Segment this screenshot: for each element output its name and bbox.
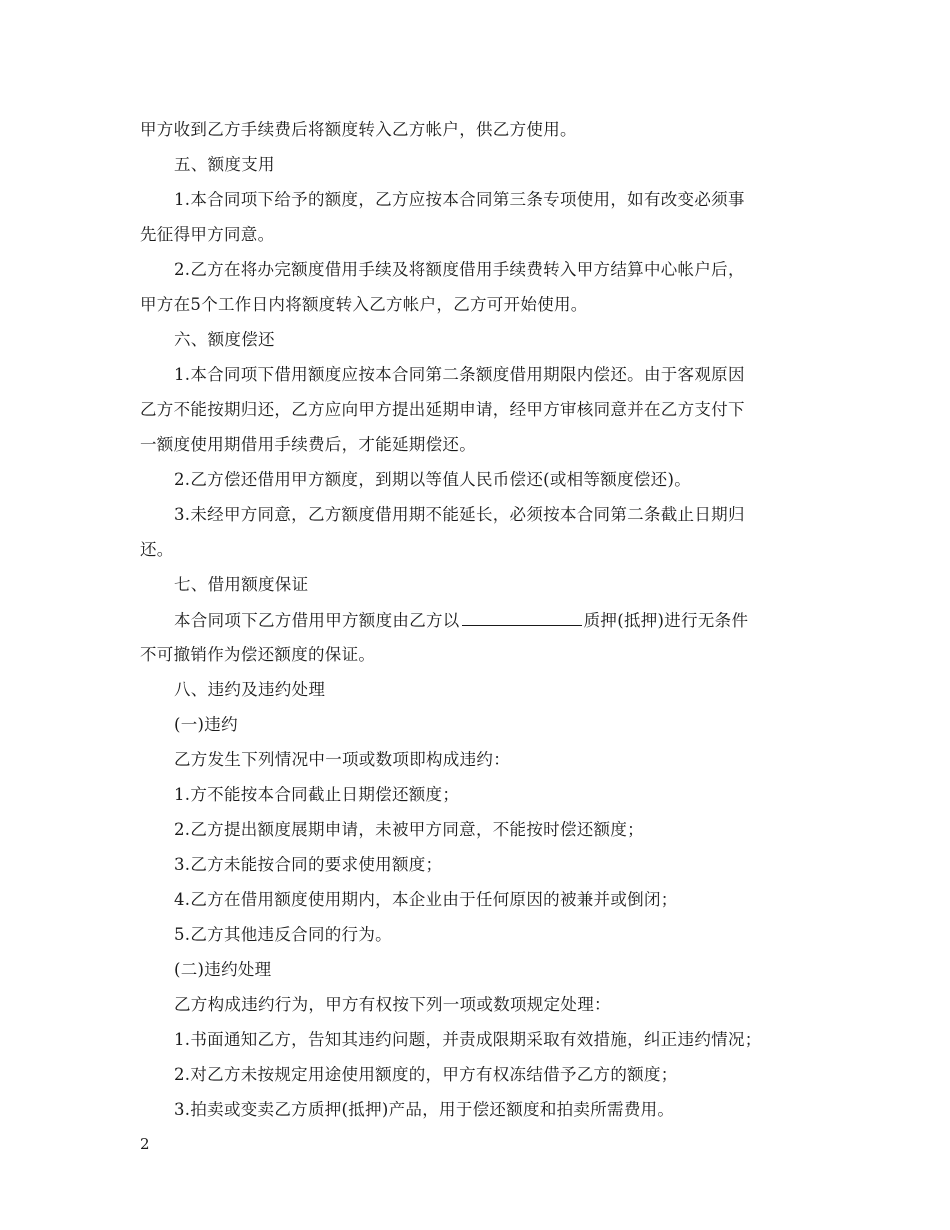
list-item: 3.拍卖或变卖乙方质押(抵押)产品，用于偿还额度和拍卖所需费用。 xyxy=(174,1100,675,1119)
text-line: 1.本合同项下给予的额度，乙方应按本合同第三条专项使用，如有改变必须事 xyxy=(174,190,745,209)
text-line: 1.本合同项下借用额度应按本合同第二条额度借用期限内偿还。由于客观原因 xyxy=(174,365,745,384)
section-heading: 七、借用额度保证 xyxy=(174,575,309,594)
text-line: 甲方在5个工作日内将额度转入乙方帐户，乙方可开始使用。 xyxy=(140,295,588,314)
list-item: 2.对乙方未按规定用途使用额度的，甲方有权冻结借予乙方的额度； xyxy=(174,1065,678,1084)
fill-in-blank xyxy=(462,609,582,626)
text-line: 不可撤销作为偿还额度的保证。 xyxy=(140,645,376,664)
text-before-blank: 本合同项下乙方借用甲方额度由乙方以 xyxy=(174,611,460,630)
list-item: 4.乙方在借用额度使用期内，本企业由于任何原因的被兼并或倒闭； xyxy=(174,890,678,909)
text-line: 先征得甲方同意。 xyxy=(140,225,275,244)
text-line: 还。 xyxy=(140,540,174,559)
subsection-heading: (二)违约处理 xyxy=(174,960,272,979)
text-line: 乙方不能按期归还，乙方应向甲方提出延期申请，经甲方审核同意并在乙方支付下 xyxy=(140,400,745,419)
section-heading: 五、额度支用 xyxy=(174,155,275,174)
text-line: 3.未经甲方同意，乙方额度借用期不能延长，必须按本合同第二条截止日期归 xyxy=(174,505,745,524)
list-item: 3.乙方未能按合同的要求使用额度； xyxy=(174,855,443,874)
text-line: 2.乙方在将办完额度借用手续及将额度借用手续费转入甲方结算中心帐户后， xyxy=(174,260,745,279)
section-heading: 六、额度偿还 xyxy=(174,330,275,349)
list-item: 2.乙方提出额度展期申请，未被甲方同意，不能按时偿还额度； xyxy=(174,820,644,839)
list-item: 1.方不能按本合同截止日期偿还额度； xyxy=(174,785,460,804)
list-item: 1.书面通知乙方，告知其违约问题，并责成限期采取有效措施，纠正违约情况； xyxy=(174,1030,762,1049)
text-line: 甲方收到乙方手续费后将额度转入乙方帐户，供乙方使用。 xyxy=(140,120,577,139)
section-heading: 八、违约及违约处理 xyxy=(174,680,326,699)
page-number: 2 xyxy=(140,1135,150,1153)
text-line: 乙方构成违约行为，甲方有权按下列一项或数项规定处理： xyxy=(174,995,611,1014)
text-after-blank: 质押(抵押)进行无条件 xyxy=(583,611,749,630)
text-line: 乙方发生下列情况中一项或数项即构成违约： xyxy=(174,750,510,769)
text-line: 2.乙方偿还借用甲方额度，到期以等值人民币偿还(或相等额度偿还)。 xyxy=(174,470,692,489)
list-item: 5.乙方其他违反合同的行为。 xyxy=(174,925,392,944)
subsection-heading: (一)违约 xyxy=(174,715,238,734)
text-line: 一额度使用期借用手续费后，才能延期偿还。 xyxy=(140,435,476,454)
text-line-with-blank xyxy=(174,609,864,632)
